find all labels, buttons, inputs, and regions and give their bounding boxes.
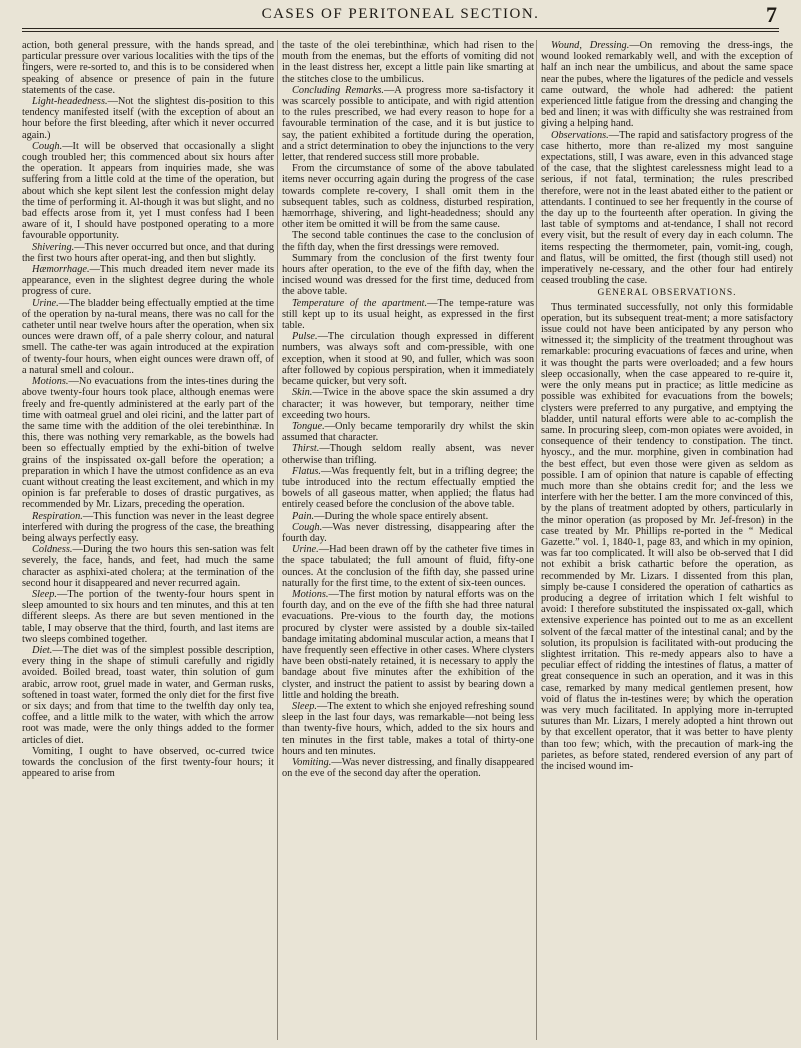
text-column-right [541,40,793,1045]
paragraph: Shivering.—This never occurred but once, and that during the first two hours after operat-ing, and then but slightly. [22,241,274,264]
paragraph: Cough.—It will be observed that occasionally a slight cough troubled her; this commenced about six hours after the operation. It appears from inquiries made, she was suffering from a little cold at the time of the operation, but about which she kept silent lest the confession might delay the time of performing it. Al-though it was but slight, and no bad effects arose from it, yet I must confess had I been aware of it, I should have postponed operating to a more favourable opportunity. [22,140,274,242]
paragraph: Urine.—Had been drawn off by the catheter five times in the space tabulated; the full amount of fluid, fifty-one ounces. At the conclusion of the fifth day, she passed urine naturally for the first time, to the extent of six-teen ounces. [282,544,534,589]
header-rule [22,28,779,29]
section-heading: GENERAL OBSERVATIONS. [597,288,737,299]
paragraph: Temperature of the apartment.—The tempe-rature was still kept up to its usual height, as expressed in the first table. [282,297,534,332]
paragraph: Urine.—The bladder being effectually emptied at the time of the operation by na-tural means, there was no call for the catheter until near twelve hours after the operation, when six ounces were drawn off, of a pale sherry colour, and natural smell. The cathe-ter was again introduced at the expiration of twenty-four hours, when eight ounces were drawn off, of a natural smell and colour.. [22,297,274,376]
paragraph: Flatus.—Was frequently felt, but in a trifling degree; the tube introduced into the rectum effectually emptied the bowels of all gaseous matter, when applied; the flatus had entirely ceased before the conclusion of the above table. [282,465,534,511]
paragraph: Respiration.—This function was never in the least degree interfered with during the progress of the case, the breathing being always perfectly easy. [22,510,274,544]
column-divider [277,40,278,1040]
paragraph: Motions.—The first motion by natural efforts was on the fourth day, and on the eve of the fifth she had three natural evacuations. Pre-vious to the fourth day, the motions procured by clyster were assisted by a double six-tailed bandage imitating abdominal muscular action, a means that I have frequently seen effective in other cases. Where clysters have been obsti-nately retained, it is necessary to apply the bandage about five minutes after the exhibition of the clyster, and instruct the patient to assist by bearing down a little and holding the breath. [282,588,534,701]
paragraph: Thirst.—Though seldom really absent, was never otherwise than trifling. [282,443,534,466]
paragraph: Motions.—No evacuations from the intes-tines during the above twenty-four hours took place, although enemas were freely and fre-quently administered at the early part of the time with oatmeal gruel and olei ricini, and the latter part of the same time with the addition of the olei terebinthinæ. In this, there was nothing very remarkable, as the bowels had been so effectually emptied by the exhi-bition of twelve grains of the inspissated ox-gall before the operation; a preparation in which I have the utmost confidence as an eva cuant without creating the least excitement, and which in my opinion is far preferable to doses of drastic purgatives, as recommended by Mr. Lizars, preceding the operation. [22,376,274,511]
running-title: CASES OF PERITONEAL SECTION. [261,6,540,22]
paragraph: Light-headedness.—Not the slightest dis-position to this tendency manifested itself (with the exception of about an hour before the first bleeding, after which it never occurred again.) [22,96,274,141]
paragraph: Hæmorrhage.—This much dreaded item never made its appearance, even in the slightest degree during the whole progress of cure. [22,264,274,298]
paragraph: Vomiting.—Was never distressing, and finally disappeared on the eve of the second day after the operation. [282,757,534,780]
text-column-left [22,40,274,1045]
column-divider [536,40,537,1040]
paragraph: Sleep.—The portion of the twenty-four hours spent in sleep amounted to six hours and ten minutes, and this at ten different sleeps. As there are but seven mentioned in the table, I may observe that the third, fourth, and last items are two sleeps combined together. [22,588,274,645]
text-column-middle [282,40,534,1045]
paragraph: Thus terminated successfully, not only this formidable operation, but its subsequent treat-ment; a more satisfactory issue could not have been anticipated by any person who witnessed it; the simplicity of the treatment throughout was remarkable: procuring evacuations of fæces and urine, when it was thought the parts were overloaded; and a few hours sleep occasionally, when the case appeared to re-quire it, were the only means put in practice; as little medicine as possible was exhibited for evacuations from the bowels; clysters were preferred to any purgative, and emptying the bladder, until natural efforts were able to ac-complish the same. In procuring sleep, com-mon opiates were avoided, in consequence of their tendency to constipation. The tinct. hyoscy., and the mur. morphine, given in combination had the best effect, but even those were given as seldom as possible. I am of opinion that nature is capable of effecting much more than she obtains credit for; and the less we interfere with her the better. I am the more convinced of this, by the plans of treatment adopted by others, particularly in the minor operation (as proposed by Mr. Jef-freson) in the case treated by Mr. Phillips re-ported in the “ Medical Gazette.” vol. 1, 1840-1, page 83, and which in my opinion, was far too complicated. It will also be ob-served that I did not exhibit a brisk cathartic before the operation, as recommended by Mr. Lizars. I dissented from this plan, simply be-cause I considered the operation of cathartics as producing a degree of irritation which I felt wishful to avoid: I therefore substituted the inspissated ox-gall, which extensive experience has pointed out to me as an excellent solvent of the fæcal matter of the intestinal canal; and by the solution, its propulsion is facilitated with-out producing the slightest irritation. This re-medy appears also to have a peculiar effect of ridding the intestines of flatus, a matter of great consequence in such an operation, and it was in this case, remarked by many medical gentlemen present, how void of flatus the in-testines were; by which the operation was very much facilitated. In applying more in-terrupted sutures than Mr. Lizars, I merely adopted a hint thrown out by that excellent operator, that it was better to have plenty than too few; which, with the precaution of mark-ing the parietes, as before stated, rendered eversion of any part of the incised wound im- [541,301,793,772]
paragraph: From the circumstance of some of the above tabulated items never occurring again during the progress of the case towards complete re-covery, I shall omit them in the subsequent tables, such as coldness, disturbed respiration, hæmorrhage, shivering, and light-headedness; should any other item be omitted it will be from the same cause. [282,163,534,231]
paragraph: Skin.—Twice in the above space the skin assumed a dry character; it was however, but temporary, neither time exceeding two hours. [282,387,534,421]
paragraph: action, both general pressure, with the hands spread, and particular pressure over various localities with the tips of the fingers, were re-sorted to, and this is to be considered when speaking of absence or presence of pain in the future statements of the case. [22,40,274,96]
paragraph: Observations.—The rapid and satisfactory progress of the case hitherto, more than re-alized my most sanguine expectations, still, I was aware, even in this advanced stage of the case, that the slightest carelessness might lead to a serious, if not fatal, termination; the rules prescribed therefore, were not in the least abated either to the patient or attendants. I continued to see her frequently in the course of the day up to the fourteenth after operation. In giving the last table of symptoms and at-tendance, I shall not record every visit, but the result of every day in each column. The items respecting the thermometer, pain, vomit-ing, cough, and flatus, will be omitted, the first (though still used) not imperatively ne-cessary, and the other four had entirely ceased troubling the case. [541,129,793,287]
paragraph: Concluding Remarks.—A progress more sa-tisfactory it was scarcely possible to anticipate, and with rigid attention to the rules prescribed, we had every reason to hope for a favourable termination of the case, and it is but justice to say, the patient exhibited a fortitude during the operation, and a strict determination to obey the injunctions to the very letter, that rendered success still more probable. [282,84,534,164]
paragraph: Cough.—Was never distressing, disappearing after the fourth day. [282,521,534,544]
paragraph: Pain.—During the whole space entirely absent. [292,510,489,522]
header-rule-thin [22,31,779,32]
page-number: 7 [766,2,777,27]
paragraph: the taste of the olei terebinthinæ, which had risen to the mouth from the enemas, but the efforts of vomiting did not in the least distress her, except a little pain like smarting at the stitches close to the umbilicus. [282,40,534,85]
paragraph: Wound, Dressing.—On removing the dress-ings, the wound looked remarkably well, and with the exception of half an inch near the umbilicus, and about the same space near the pubes, where the ligatures of the pedicle and vessels came outward, the whole had adhered: the patient experienced little fatigue from the dressing and changing the bed and linen; it was with difficulty she was restrained from giving a helping hand. [541,40,793,130]
paragraph: Coldness.—During the two hours this sen-sation was felt severely, the face, hands, and feet, had much the same character as asphixi-ated cholera; at the termination of the second hour it disappeared and never recurred again. [22,544,274,589]
paragraph: Tongue.—Only became temporarily dry whilst the skin assumed that character. [282,420,534,444]
paragraph: Sleep.—The extent to which she enjoyed refreshing sound sleep in the last four days, was remarkable—not being less than twenty-five hours, which, added to the six hours and ten minutes in the first table, makes a total of thirty-one hours and ten minutes. [282,700,534,757]
paragraph: Pulse.—The circulation though expressed in different numbers, was always soft and com-pressible, with one exception, when it stood at 90, and fuller, which was soon after followed by copious perspiration, when it immediately became quicker, but very soft. [282,331,534,388]
paragraph: Diet.—The diet was of the simplest possible description, every thing in the shape of stimuli carefully and rigidly avoided. Boiled bread, toast water, thin solution of gum arabic, arrow root, gruel made in water, and German rusks, softened in toast water, formed the only diet for the first five or six days; and from that time to the twelfth day only tea, coffee, and a little milk to the water, with which the arrow root was made, were the only things added to the former articles of diet. [22,644,274,746]
paragraph: Vomiting, I ought to have observed, oc-curred twice towards the conclusion of the first twenty-four hours; it appeared to arise from [22,745,274,780]
paragraph: Summary from the conclusion of the first twenty four hours after operation, to the eve of the fifth day, when the incised wound was dressed for the first time, deduced from the above table. [282,252,534,298]
paragraph: The second table continues the case to the conclusion of the fifth day, when the first dressings were removed. [282,230,534,253]
